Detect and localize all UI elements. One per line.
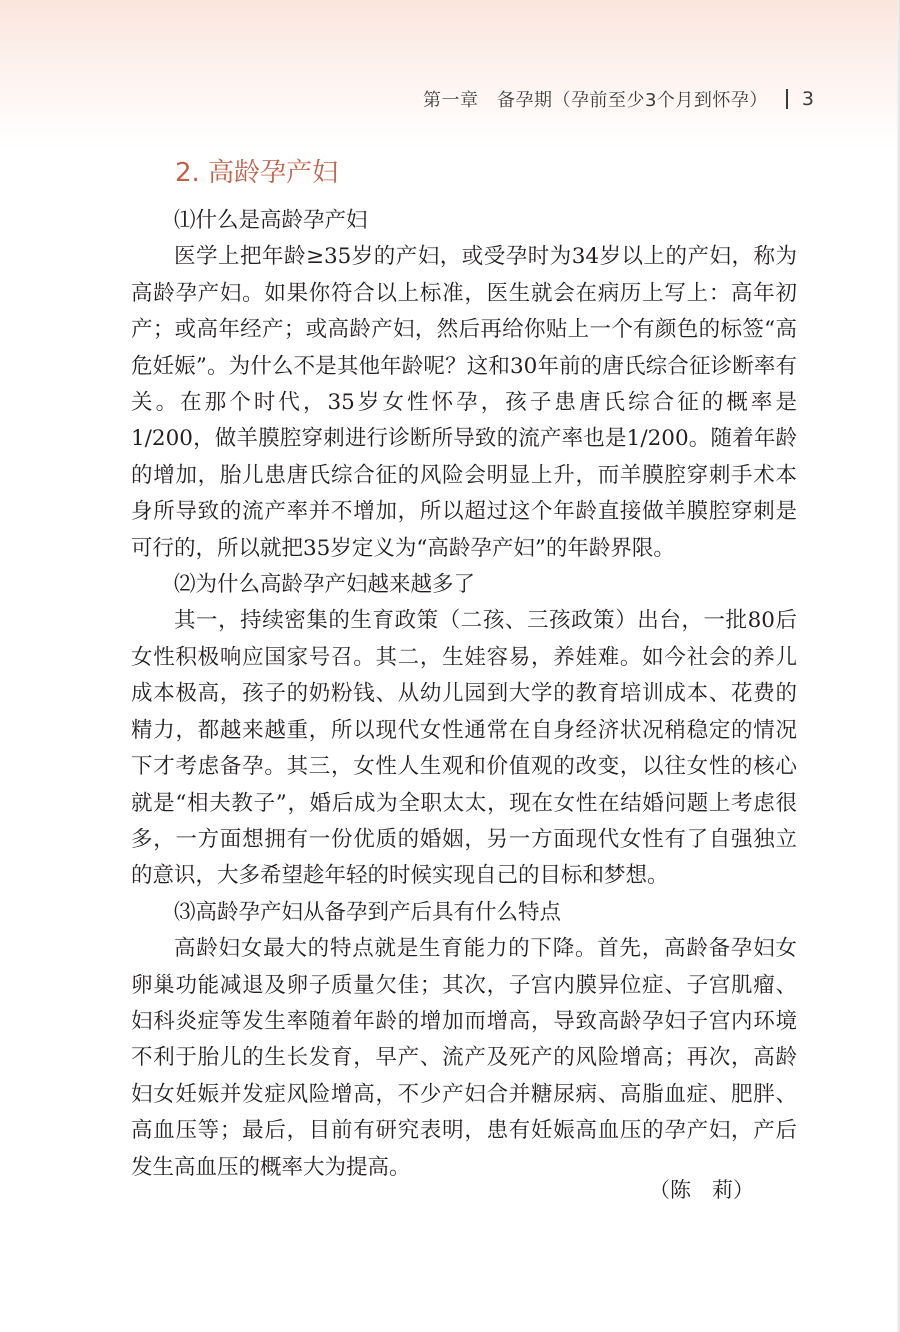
paragraph-3: 高龄妇女最大的特点就是生育能力的下降。首先，高龄备孕妇女卵巢功能减退及卵子质量欠佳；其次，子宫内膜异位症、子宫肌瘤、妇科炎症等发生率随着年龄的增加而增高，导致高龄孕妇子宫内环境不利于胎儿的生长发育，早产、流产及死产的风险增高；再次，高龄妇女妊娠并发症风险增高，不少产妇合并糖尿病、高脂血症、肥胖、高血压等；最后，目前有研究表明，患有妊娠高血压的孕产妇，产后发生高血压的概率大为提高。 [131,936,797,1180]
section-title: 2. 高龄孕产妇 [175,158,339,188]
paragraph-2: 其一，持续密集的生育政策（二孩、三孩政策）出台，一批80后女性积极响应国家号召。其二，生娃容易，养娃难。如今社会的养儿成本极高，孩子的奶粉钱、从幼儿园到大学的教育培训成本、花费的精力，都越来越重，所以现代女性通常在自身经济状况稍稳定的情况下才考虑备孕。其三，女性人生观和价值观的改变，以往女性的核心就是“相夫教子”，婚后成为全职太太，现在女性在结婚问题上考虑很多，一方面想拥有一份优质的婚姻，另一方面现代女性有了自强独立的意识，大多希望趁年轻的时候实现自己的目标和梦想。 [131,608,797,889]
page-number: 3 [801,88,814,110]
body-text [131,203,797,1186]
subsection-heading-1: ⑴什么是高龄孕产妇 [174,208,368,233]
header-band [0,0,900,150]
paragraph-1: 医学上把年龄≥35岁的产妇，或受孕时为34岁以上的产妇，称为高龄孕产妇。如果你符合以上标准，医生就会在病历上写上：高年初产；或高年经产；或高龄产妇，然后再给你贴上一个有颜色的标签“高危妊娠”。为什么不是其他年龄呢？这和30年前的唐氏综合征诊断率有关。在那个时代，35岁女性怀孕，孩子患唐氏综合征的概率是1/200，做羊膜腔穿刺进行诊断所导致的流产率也是1/200。随着年龄的增加，胎儿患唐氏综合征的风险会明显上升，而羊膜腔穿刺手术本身所导致的流产率并不增加，所以超过这个年龄直接做羊膜腔穿刺是可行的，所以就把35岁定义为“高龄孕产妇”的年龄界限。 [131,244,797,561]
chapter-title: 第一章 备孕期（孕前至少3个月到怀孕） [422,90,768,111]
subsection-heading-2: ⑵为什么高龄孕产妇越来越多了 [174,572,476,598]
subsection-heading-3: ⑶高龄孕产妇从备孕到产后具有什么特点 [174,899,562,925]
author-credit: （陈 莉） [649,1178,754,1202]
header-divider [786,89,788,109]
running-header [423,86,814,112]
